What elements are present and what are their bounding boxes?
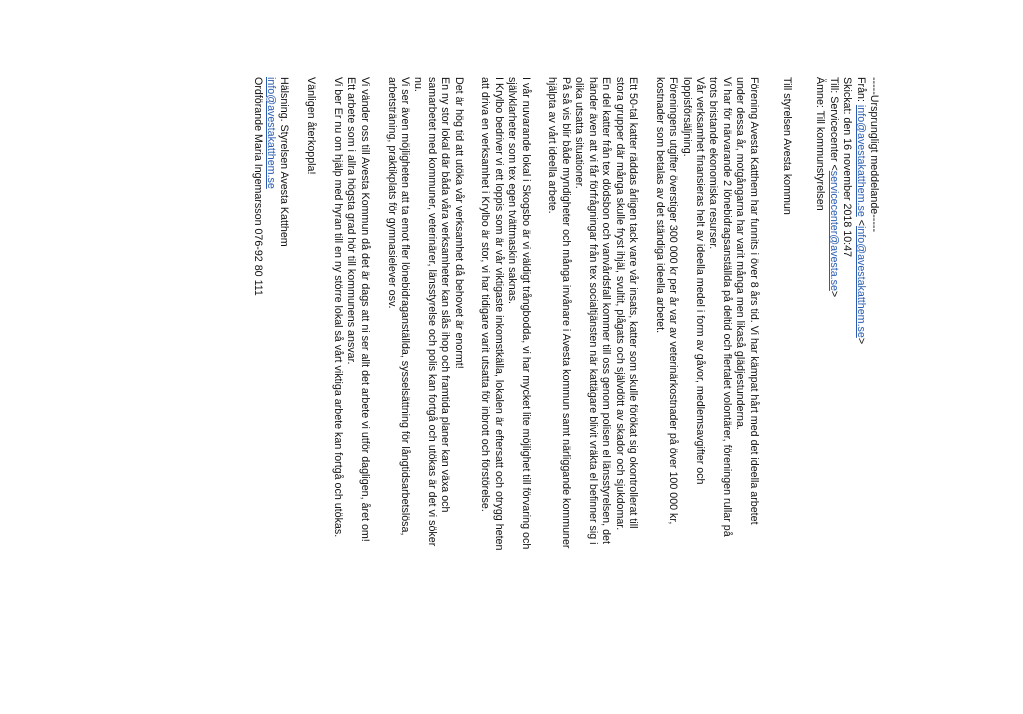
paragraph-line: hjälpta av vårt ideella arbete. (545, 77, 558, 214)
paragraph-line: att driva en verksamhet i Krylbo är stor, vi har tidigare varit utsatta för inbrott och förstörelse. (478, 77, 491, 512)
to-end: > (827, 290, 840, 298)
paragraph-line: Vi har för närvarande 2 lönebidragsanställda på deltid och flertalet volontärer, föreningen rullar på (720, 77, 733, 537)
paragraph-line: Ett arbete som i allra högsta grad hör till kommunens ansvar. (344, 77, 357, 365)
paragraph-1 (652, 77, 759, 677)
from-line (853, 77, 866, 677)
closing-line: Vänligen återkoppla! (304, 77, 317, 175)
paragraph-line: Det är hög tid att utöka vår verksamhet då behovet är enormt! (452, 77, 465, 369)
signature-email-link[interactable]: info@avestakatthem.se (264, 77, 277, 189)
paragraph-line: Vi ser även möjligheten att ta emot fler lönebidraganställda, sysselsättning för långtidsarbetslösa, (398, 77, 411, 536)
paragraph-line: trots bristande ekonomiska resurser. (706, 77, 719, 250)
paragraph-2 (545, 77, 639, 677)
signature-block (250, 77, 290, 677)
from-label: Från: (854, 77, 867, 105)
paragraph-line: stora grupper där många skulle fryst ihjäl, svultit, plågats och självdött av skador och sjukdomar. (613, 77, 626, 531)
email-document (250, 77, 880, 677)
paragraph-line: olika utsatta situationer. (572, 77, 585, 189)
from-end: > (854, 337, 867, 345)
signature-chair: Ordförande Maria Ingemarsson 076-92 80 111 (251, 77, 264, 296)
paragraph-line: I vår nuvarande lokal i Skogsbo är vi väldigt trångbodda, vi har mycket lite möjlighet till förvaring och (519, 77, 532, 550)
paragraph-line: I Krylbo bedriver vi ett loppis som är vår viktigaste inkomstkälla, lokalen är eftersatt och otrygg heten (492, 77, 505, 551)
paragraph-line: En del katter från tex dödsbon och vanvårdsfall kommer till oss genom polisen el länsstyrelsen, det (599, 77, 612, 544)
paragraph-line: Ett 50-tal katter räddas årligen tack vare vår insats, katter som skulle förökat sig okontrollerat till (626, 77, 639, 529)
signature-email-line (263, 77, 276, 677)
paragraph-line: loppisförsäljning. (680, 77, 693, 157)
paragraph-line: arbetsträning, praktikplats för gymnasielever osv. (385, 77, 398, 309)
sent-line: Skickat: den 16 november 2018 10:47 (840, 77, 853, 258)
paragraph-line: nu. (411, 77, 424, 92)
subject-line: Ämne: Till kommunstyrelsen (813, 77, 826, 211)
paragraph-line: Föreningens utgifter överstiger 300 000 kr per år var av veterinärkostnader på över 100 000 kr, (666, 77, 679, 525)
paragraph-line: under dessa år, motgångarna har varit många men likaså glädjestunderna. (733, 77, 746, 430)
to-email-link[interactable]: servicecenter@avesta.se (827, 170, 840, 291)
paragraph-line: händer även att vi får förfrågningar från tex socialtjänsten när kattägare blivit vräkta el befinner sig i (586, 77, 599, 545)
paragraph-line: Vår verksamhet finansieras helt av ideella medel i form av gåvor, medlemsavgifter och (693, 77, 706, 485)
paragraph-3 (478, 77, 532, 677)
paragraph-line: Vi vänder oss till Avesta Kommun då det är dags att ni ser allt det arbete vi utför dagligen, året om! (358, 77, 371, 542)
from-email-link-2[interactable]: info@avestakatthem.se (854, 225, 867, 338)
paragraph-line: En ny stor lokal där båda våra verksamheter kan slås ihop och framtida planer kan växa och (438, 77, 451, 513)
greeting: Till styrelsen Avesta kommun (780, 77, 793, 215)
signature-regards: Hälsning. Styrelsen Avesta Katthem (277, 77, 290, 247)
to-label: Till: Servicecenter < (827, 77, 840, 171)
paragraph-line: självklarheter som tex egen tvättmaskin saknas. (505, 77, 518, 304)
paragraph-line: Förening Avesta Katthem har funnits i över 8 års tid. Vi har kämpat hårt med det ideella arbetet (747, 77, 760, 525)
paragraph-line: På så vis blir både myndigheter och många invånare i Avesta kommun samt närliggande kommuner (559, 77, 572, 549)
paragraph-line: Vi ber Er nu om hjälp med hyran till en ny större lokal så vårt viktiga arbete kan fortgå och utökas. (331, 77, 344, 538)
paragraph-line: samarbetet med kommuner, veterinärer, länsstyrelse och polis kan fortgå och utökas är det vi söker (425, 77, 438, 547)
paragraph-4 (384, 77, 464, 677)
original-message-separator: -----Ursprungligt meddelande----- (867, 77, 880, 233)
rotated-letter-page (62, 37, 962, 677)
paragraph-line: kostnader som betalas av det ständiga ideella arbetet. (653, 77, 666, 334)
email-header (812, 77, 879, 677)
to-line (826, 77, 839, 677)
paragraph-5 (330, 77, 370, 677)
from-mid: < (854, 216, 867, 226)
from-email-link[interactable]: info@avestakatthem.se (854, 104, 867, 217)
